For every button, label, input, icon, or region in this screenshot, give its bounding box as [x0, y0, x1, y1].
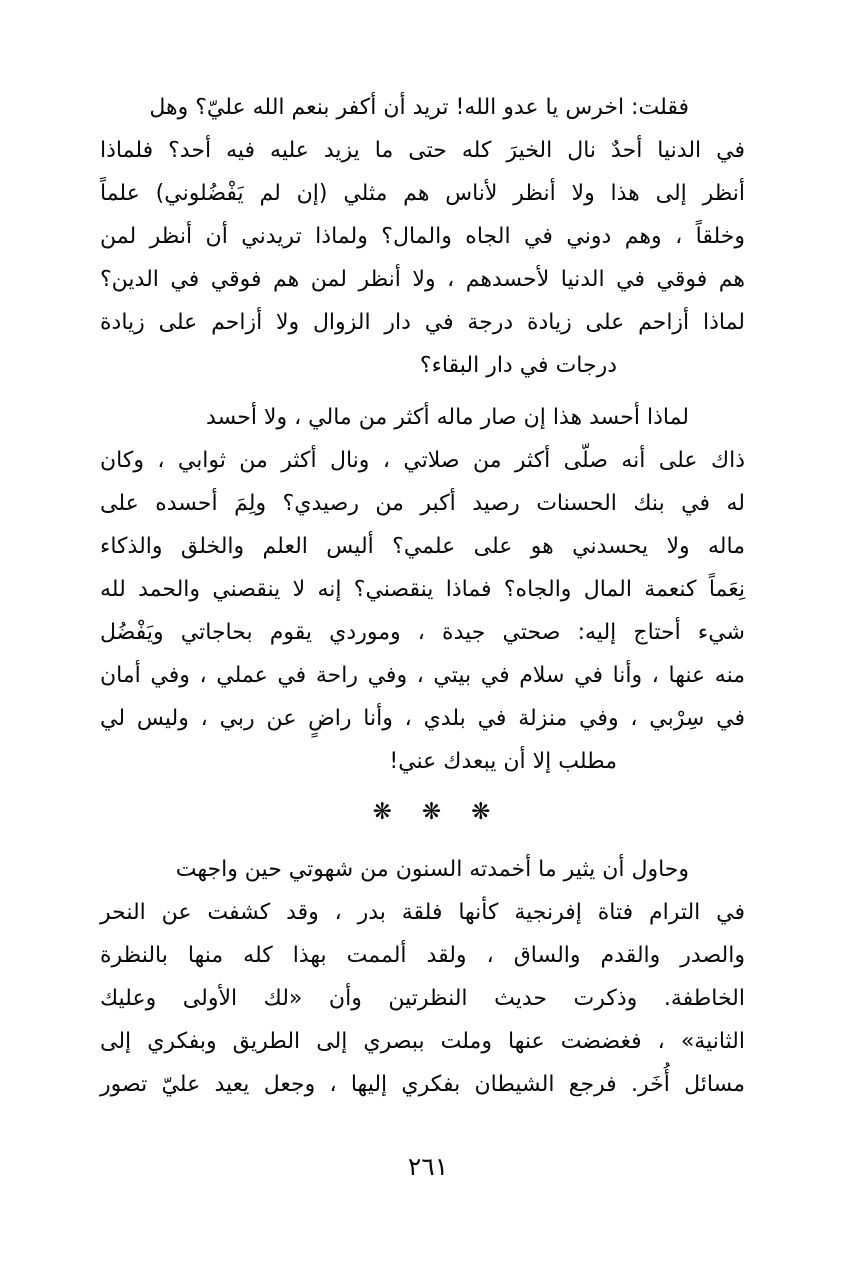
asterisk-ornament-icon: ❋: [421, 799, 442, 825]
text-line: هم فوقي في الدنيا لأحسدهم ، ولا أنظر لمن هم فوقي في الدين؟: [100, 267, 745, 292]
text-line: شيء أحتاج إليه: صحتي جيدة ، وموردي يقوم بحاجاتي ويَفْضُل: [100, 620, 745, 645]
text-line: له في بنك الحسنات رصيد أكبر من رصيدي؟ ولِمَ أحسده على: [100, 491, 745, 516]
text-line: وخلقاً ، وهم دوني في الجاه والمال؟ ولماذا تريدني أن أنظر لمن: [100, 224, 745, 249]
asterisk-ornament-icon: ❋: [372, 799, 392, 825]
text-line: الثانية» ، فغضضت عنها وملت ببصري إلى الطريق وبفكري إلى: [100, 1029, 745, 1054]
text-line: ذاك على أنه صلّى أكثر من صلاتي ، ونال أكثر من ثوابي ، وكان: [100, 448, 745, 473]
text-line: لماذا أزاحم على زيادة درجة في دار الزوال ولا أزاحم على زيادة: [100, 310, 745, 335]
text-line: مسائل أُخَر. فرجع الشيطان بفكري إليها ، وجعل يعيد عليّ تصور: [100, 1072, 745, 1097]
text-line: وحاول أن يثير ما أخمدته السنون من شهوتي حين واجهت: [175, 857, 689, 882]
text-line: الخاطفة. وذكرت حديث النظرتين وأن «لك الأولى وعليك: [100, 986, 745, 1011]
paragraph: [100, 848, 745, 1106]
text-line: في سِرْبي ، وفي منزلة في بلدي ، وأنا راضٍ عن ربي ، وليس لي: [100, 706, 745, 731]
asterisk-ornament-icon: ❋: [471, 799, 491, 825]
text-line: أنظر إلى هذا ولا أنظر لأناس هم مثلي (إن لم يَفْضُلوني) علماً: [100, 181, 745, 206]
page-number: ٢٦١: [407, 1152, 449, 1181]
paragraph: [100, 86, 745, 387]
paragraph: [100, 396, 745, 783]
text-line: منه عنها ، وأنا في سلام في بيتي ، وفي راحة في عملي ، وفي أمان: [100, 663, 745, 688]
text-line: في الدنيا أحدٌ نال الخيرَ كله حتى ما يزيد عليه فيه أحد؟ فلماذا: [100, 138, 745, 163]
text-line: ماله ولا يحسدني هو على علمي؟ أليس العلم والخلق والذكاء: [100, 534, 745, 559]
text-line: لماذا أحسد هذا إن صار ماله أكثر من مالي ، ولا أحسد: [206, 405, 689, 430]
text-line: فقلت: اخرس يا عدو الله! تريد أن أكفر بنعم الله عليّ؟ وهل: [149, 95, 689, 120]
text-line: مطلب إلا أن يبعدك عني!: [389, 749, 617, 774]
text-line: نِعَماً كنعمة المال والجاه؟ فماذا ينقصني؟ إنه لا ينقصني والحمد لله: [100, 577, 745, 602]
text-block: [100, 86, 745, 1106]
text-line: في الترام فتاة إفرنجية كأنها فلقة بدر ، وقد كشفت عن النحر: [100, 900, 745, 925]
text-line: والصدر والقدم والساق ، ولقد ألممت بهذا كله منها بالنظرة: [100, 943, 745, 968]
text-line: درجات في دار البقاء؟: [419, 353, 617, 378]
section-separator: [118, 791, 745, 834]
